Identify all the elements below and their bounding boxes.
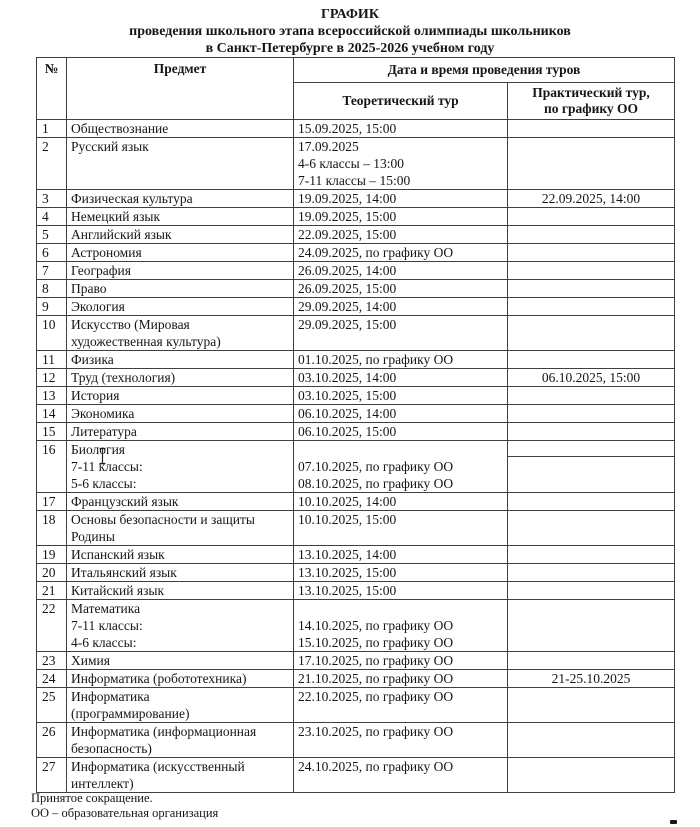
subject-cell	[67, 546, 294, 564]
cell-line: Литература	[71, 424, 137, 439]
table-row	[37, 546, 675, 564]
cell-line: Французский язык	[71, 494, 179, 509]
table-row	[37, 190, 675, 208]
cell-line: Информатика (искусственный	[71, 759, 245, 774]
row-number: 18	[37, 511, 67, 546]
table-row	[37, 369, 675, 387]
table-row	[37, 316, 675, 351]
subject-cell	[67, 369, 294, 387]
table-row	[37, 262, 675, 280]
header-dates-group: Дата и время проведения туров	[294, 58, 675, 83]
practical-date-cell	[508, 280, 675, 298]
cell-line: Астрономия	[71, 245, 142, 260]
cell-line: Родины	[71, 529, 115, 544]
table-row	[37, 244, 675, 262]
practical-date-cell	[508, 226, 675, 244]
row-number: 9	[37, 298, 67, 316]
row-number: 20	[37, 564, 67, 582]
table-row	[37, 511, 675, 546]
theoretical-date-cell	[294, 208, 508, 226]
cell-line: 24.10.2025, по графику ОО	[298, 759, 454, 774]
cell-line: 4-6 классы:	[71, 635, 137, 650]
cell-line: Биология	[71, 442, 126, 457]
subject-cell	[67, 405, 294, 423]
subject-cell	[67, 652, 294, 670]
cell-line: 13.10.2025, 15:00	[298, 565, 397, 580]
subject-cell	[67, 208, 294, 226]
cell-line: Немецкий язык	[71, 209, 161, 224]
subject-cell	[67, 262, 294, 280]
row-number: 22	[37, 600, 67, 652]
cell-line: 06.10.2025, 15:00	[298, 424, 397, 439]
cell-line: Итальянский язык	[71, 565, 177, 580]
ink-mark	[670, 820, 677, 824]
table-row	[37, 670, 675, 688]
cell-line: Физика	[71, 352, 114, 367]
row-number: 4	[37, 208, 67, 226]
table-row	[37, 564, 675, 582]
subject-cell	[67, 688, 294, 723]
cell-line: 17.09.2025	[298, 139, 359, 154]
cell-line: Право	[71, 281, 107, 296]
theoretical-date-cell	[294, 688, 508, 723]
subject-cell	[67, 723, 294, 758]
cell-line: Информатика (робототехника)	[71, 671, 247, 686]
row-number: 19	[37, 546, 67, 564]
subject-cell	[67, 600, 294, 652]
row-number: 21	[37, 582, 67, 600]
practical-date-cell	[508, 298, 675, 316]
cell-line: 29.09.2025, 15:00	[298, 317, 397, 332]
table-row	[37, 652, 675, 670]
theoretical-date-cell	[294, 190, 508, 208]
row-number: 14	[37, 405, 67, 423]
practical-date-cell	[508, 405, 675, 423]
table-row	[37, 120, 675, 138]
cell-line: 15.09.2025, 15:00	[298, 121, 397, 136]
cell-line: Экология	[71, 299, 125, 314]
document-title	[0, 0, 700, 57]
cell-line: Информатика (информационная	[71, 724, 257, 739]
cell-line: 07.10.2025, по графику ОО	[298, 459, 454, 474]
practical-date-cell: 22.09.2025, 14:00	[508, 190, 675, 208]
row-number: 2	[37, 138, 67, 190]
practical-date-cell	[508, 387, 675, 405]
table-row	[37, 758, 675, 793]
cell-line: 10.10.2025, 15:00	[298, 512, 397, 527]
row-number: 8	[37, 280, 67, 298]
cell-line: 01.10.2025, по графику ОО	[298, 352, 454, 367]
table-row	[37, 280, 675, 298]
row-number: 1	[37, 120, 67, 138]
table-row	[37, 493, 675, 511]
header-practical-line1: Практический тур,	[532, 85, 650, 100]
cell-line: Китайский язык	[71, 583, 165, 598]
theoretical-date-cell	[294, 262, 508, 280]
table-row	[37, 723, 675, 758]
subject-cell	[67, 298, 294, 316]
cell-line: 10.10.2025, 14:00	[298, 494, 397, 509]
cell-line: 22.10.2025, по графику ОО	[298, 689, 454, 704]
practical-date-cell	[508, 208, 675, 226]
practical-date-cell	[508, 262, 675, 280]
cell-line: 7-11 классы:	[71, 618, 143, 633]
cell-line: 29.09.2025, 14:00	[298, 299, 397, 314]
subject-cell	[67, 316, 294, 351]
row-number: 24	[37, 670, 67, 688]
practical-date-cell	[508, 511, 675, 546]
theoretical-date-cell	[294, 582, 508, 600]
cell-line: (программирование)	[71, 706, 190, 721]
practical-date-cell	[508, 758, 675, 793]
theoretical-date-cell	[294, 511, 508, 546]
cell-line: 19.09.2025, 14:00	[298, 191, 397, 206]
cell-line: 26.09.2025, 14:00	[298, 263, 397, 278]
table-row	[37, 351, 675, 369]
practical-date-cell	[508, 493, 675, 511]
cell-line: Основы безопасности и защиты	[71, 512, 255, 527]
cell-line: 24.09.2025, по графику ОО	[298, 245, 454, 260]
practical-date-cell	[508, 688, 675, 723]
row-number: 23	[37, 652, 67, 670]
theoretical-date-cell	[294, 244, 508, 262]
text-cursor-icon	[98, 447, 107, 465]
practical-date-cell	[508, 723, 675, 758]
practical-date-cell	[508, 652, 675, 670]
cell-line: Химия	[71, 653, 110, 668]
theoretical-date-cell	[294, 723, 508, 758]
theoretical-date-cell	[294, 120, 508, 138]
row-number: 3	[37, 190, 67, 208]
schedule-table	[36, 57, 675, 793]
table-row	[37, 423, 675, 441]
title-line-1: ГРАФИК	[321, 7, 379, 22]
subject-cell	[67, 564, 294, 582]
practical-date-cell	[508, 600, 675, 652]
footer-note	[31, 791, 218, 820]
subject-cell	[67, 226, 294, 244]
cell-line: Искусство (Мировая	[71, 317, 190, 332]
header-num: №	[37, 58, 67, 120]
subject-cell	[67, 244, 294, 262]
cell-line: 06.10.2025, 14:00	[298, 406, 397, 421]
theoretical-date-cell	[294, 405, 508, 423]
cell-line: Испанский язык	[71, 547, 165, 562]
practical-date-cell	[508, 457, 675, 493]
cell-line: 03.10.2025, 15:00	[298, 388, 397, 403]
cell-line: Математика	[71, 601, 141, 616]
header-practical-line2: по графику ОО	[543, 101, 639, 116]
cell-line: Обществознание	[71, 121, 169, 136]
row-number: 6	[37, 244, 67, 262]
table-row	[37, 298, 675, 316]
row-number: 16	[37, 441, 67, 493]
cell-line: 5-6 классы:	[71, 476, 137, 491]
subject-cell	[67, 758, 294, 793]
subject-cell	[67, 387, 294, 405]
row-number: 17	[37, 493, 67, 511]
theoretical-date-cell	[294, 316, 508, 351]
cell-line: 7-11 классы:	[71, 459, 143, 474]
cell-line: 15.10.2025, по графику ОО	[298, 635, 454, 650]
cell-line: 23.10.2025, по графику ОО	[298, 724, 454, 739]
practical-date-cell	[508, 441, 675, 457]
practical-date-cell: 06.10.2025, 15:00	[508, 369, 675, 387]
cell-line: Физическая культура	[71, 191, 193, 206]
theoretical-date-cell	[294, 652, 508, 670]
subject-cell	[67, 190, 294, 208]
cell-line: безопасность)	[71, 741, 152, 756]
cell-line: 14.10.2025, по графику ОО	[298, 618, 454, 633]
footer-line-1: Принятое сокращение.	[31, 791, 153, 805]
row-number: 11	[37, 351, 67, 369]
cell-line: 03.10.2025, 14:00	[298, 370, 397, 385]
theoretical-date-cell	[294, 758, 508, 793]
table-body	[37, 120, 675, 793]
table-row	[37, 226, 675, 244]
cell-line: 7-11 классы – 15:00	[298, 173, 411, 188]
subject-cell	[67, 670, 294, 688]
theoretical-date-cell	[294, 600, 508, 652]
row-number: 10	[37, 316, 67, 351]
cell-line: География	[71, 263, 131, 278]
subject-cell	[67, 511, 294, 546]
header-practical	[508, 83, 675, 120]
cell-line: 08.10.2025, по графику ОО	[298, 476, 454, 491]
title-line-3: в Санкт-Петербурге в 2025-2026 учебном году	[205, 41, 495, 56]
row-number: 26	[37, 723, 67, 758]
subject-cell	[67, 582, 294, 600]
theoretical-date-cell	[294, 546, 508, 564]
cell-line: Русский язык	[71, 139, 149, 154]
cell-line: 26.09.2025, 15:00	[298, 281, 397, 296]
theoretical-date-cell	[294, 351, 508, 369]
table-row	[37, 441, 675, 457]
subject-cell	[67, 351, 294, 369]
subject-cell	[67, 280, 294, 298]
practical-date-cell	[508, 546, 675, 564]
practical-date-cell: 21-25.10.2025	[508, 670, 675, 688]
row-number: 15	[37, 423, 67, 441]
subject-cell	[67, 423, 294, 441]
cell-line: 22.09.2025, 15:00	[298, 227, 397, 242]
table-row	[37, 208, 675, 226]
table-row	[37, 582, 675, 600]
cell-line: 21.10.2025, по графику ОО	[298, 671, 454, 686]
theoretical-date-cell	[294, 387, 508, 405]
header-row-1	[37, 58, 675, 83]
cell-line: 13.10.2025, 14:00	[298, 547, 397, 562]
practical-date-cell	[508, 244, 675, 262]
practical-date-cell	[508, 138, 675, 190]
practical-date-cell	[508, 316, 675, 351]
practical-date-cell	[508, 423, 675, 441]
table-row	[37, 600, 675, 652]
cell-line: История	[71, 388, 120, 403]
cell-line: Труд (технология)	[71, 370, 176, 385]
practical-date-cell	[508, 582, 675, 600]
row-number: 5	[37, 226, 67, 244]
table-row	[37, 138, 675, 190]
row-number: 25	[37, 688, 67, 723]
row-number: 12	[37, 369, 67, 387]
subject-cell	[67, 138, 294, 190]
cell-line	[298, 441, 503, 458]
subject-cell	[67, 120, 294, 138]
cell-line: Английский язык	[71, 227, 172, 242]
cell-line: художественная культура)	[71, 334, 221, 349]
header-theoretical: Теоретический тур	[294, 83, 508, 120]
cell-line	[298, 600, 503, 617]
footer-line-2: ОО – образовательная организация	[31, 805, 219, 820]
cell-line: 17.10.2025, по графику ОО	[298, 653, 454, 668]
cell-line: Информатика	[71, 689, 150, 704]
table-row	[37, 387, 675, 405]
subject-cell	[67, 493, 294, 511]
title-line-2: проведения школьного этапа всероссийской олимпиады школьников	[129, 24, 571, 39]
cell-line: интеллект)	[71, 776, 134, 791]
cell-line: Экономика	[71, 406, 135, 421]
row-number: 27	[37, 758, 67, 793]
cell-line: 13.10.2025, 15:00	[298, 583, 397, 598]
theoretical-date-cell	[294, 369, 508, 387]
theoretical-date-cell	[294, 280, 508, 298]
theoretical-date-cell	[294, 298, 508, 316]
theoretical-date-cell	[294, 493, 508, 511]
practical-date-cell	[508, 564, 675, 582]
table-row	[37, 688, 675, 723]
cell-line: 19.09.2025, 15:00	[298, 209, 397, 224]
row-number: 13	[37, 387, 67, 405]
row-number: 7	[37, 262, 67, 280]
theoretical-date-cell	[294, 564, 508, 582]
table-row	[37, 405, 675, 423]
theoretical-date-cell	[294, 226, 508, 244]
theoretical-date-cell	[294, 670, 508, 688]
header-subject: Предмет	[67, 58, 294, 120]
theoretical-date-cell	[294, 423, 508, 441]
theoretical-date-cell	[294, 441, 508, 493]
cell-line: 4-6 классы – 13:00	[298, 156, 404, 171]
practical-date-cell	[508, 351, 675, 369]
theoretical-date-cell	[294, 138, 508, 190]
practical-date-cell	[508, 120, 675, 138]
